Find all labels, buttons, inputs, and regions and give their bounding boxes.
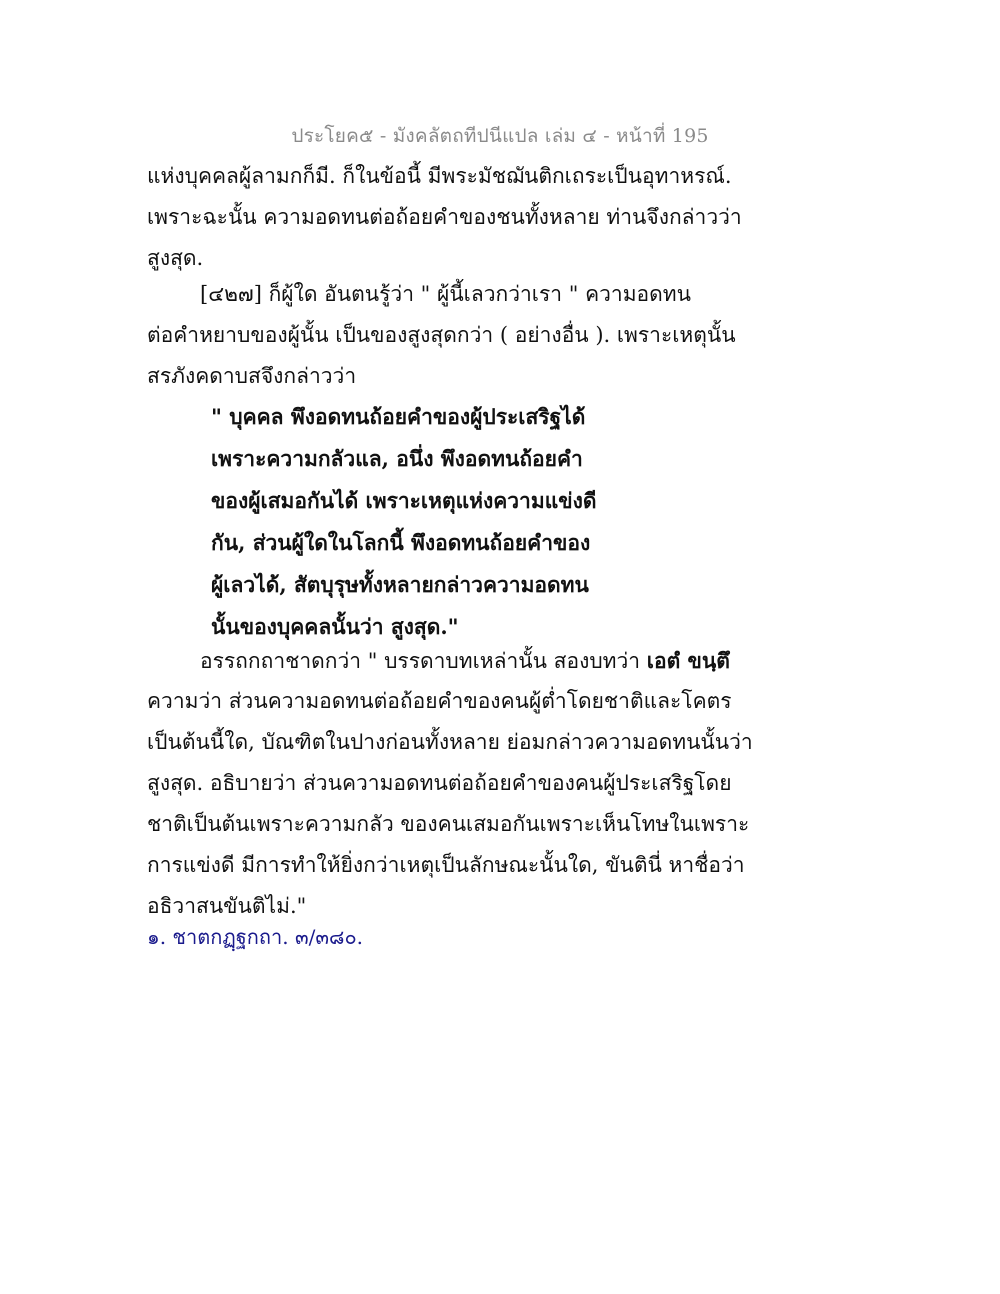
paragraph-3 [147,640,753,927]
page-header: ประโยค๕ - มังคลัตถทีปนีแปล เล่ม ๔ - หน้าที่ 195 [291,125,709,147]
verse-line: นั้นของบุคคลนั้นว่า สูงสุด." [211,614,459,639]
verse-line: เพราะความกลัวแล, อนึ่ง พึงอดทนถ้อยคำ [211,446,583,471]
text-line: ชาติเป็นต้นเพราะความกลัว ของคนเสมอกันเพราะเห็นโทษในเพราะ [147,812,750,836]
paragraph-2 [147,274,736,397]
text-line: สูงสุด. อธิบายว่า ส่วนความอดทนต่อถ้อยคำของคนผู้ประเสริฐโดย [147,771,732,795]
text-line: สรภังคดาบสจึงกล่าวว่า [147,364,357,388]
verse-line: ของผู้เสมอกันได้ เพราะเหตุแห่งความแข่งดี [211,488,597,513]
text-line: เพราะฉะนั้น ความอดทนต่อถ้อยคำของชนทั้งหลาย ท่านจึงกล่าวว่า [147,205,742,229]
text-line: เป็นต้นนี้ใด, บัณฑิตในปางก่อนทั้งหลาย ย่อมกล่าวความอดทนนั้นว่า [147,730,753,754]
verse-line: ผู้เลวได้, สัตบุรุษทั้งหลายกล่าวความอดทน [211,572,589,597]
text-line: อธิวาสนขันติไม่." [147,894,307,918]
text-line: แห่งบุคคลผู้ลามกก็มี. ก็ในข้อนี้ มีพระมัชฌันติกเถระเป็นอุทาหรณ์. [147,164,732,188]
text-line: สูงสุด. [147,246,204,270]
text-line [147,640,730,681]
verse-line: กัน, ส่วนผู้ใดในโลกนี้ พึงอดทนถ้อยคำของ [211,530,591,555]
text-line: [๔๒๗] ก็ผู้ใด อันตนรู้ว่า " ผู้นี้เลวกว่าเรา " ความอดทน [200,282,691,306]
text-line: ต่อคำหยาบของผู้นั้น เป็นของสูงสุดกว่า ( อย่างอื่น ). เพราะเหตุนั้น [147,323,736,347]
commentary-intro: อรรถกถาชาดกว่า " บรรดาบทเหล่านั้น สองบทว่า [200,649,647,673]
footnote: ๑. ชาตกฏฺฐกถา. ๓/๓๘๐. [147,925,364,949]
verse-line: " บุคคล พึงอดทนถ้อยคำของผู้ประเสริฐได้ [211,404,586,429]
pali-term: เอตํ ขนฺตึ [646,648,730,673]
text-line: ความว่า ส่วนความอดทนต่อถ้อยคำของคนผู้ต่ำโดยชาติและโคตร [147,689,732,713]
text-line: การแข่งดี มีการทำให้ยิ่งกว่าเหตุเป็นลักษณะนั้นใด, ขันตินี่ หาชื่อว่า [147,853,745,877]
paragraph-1 [147,156,742,279]
verse-block [211,396,596,648]
